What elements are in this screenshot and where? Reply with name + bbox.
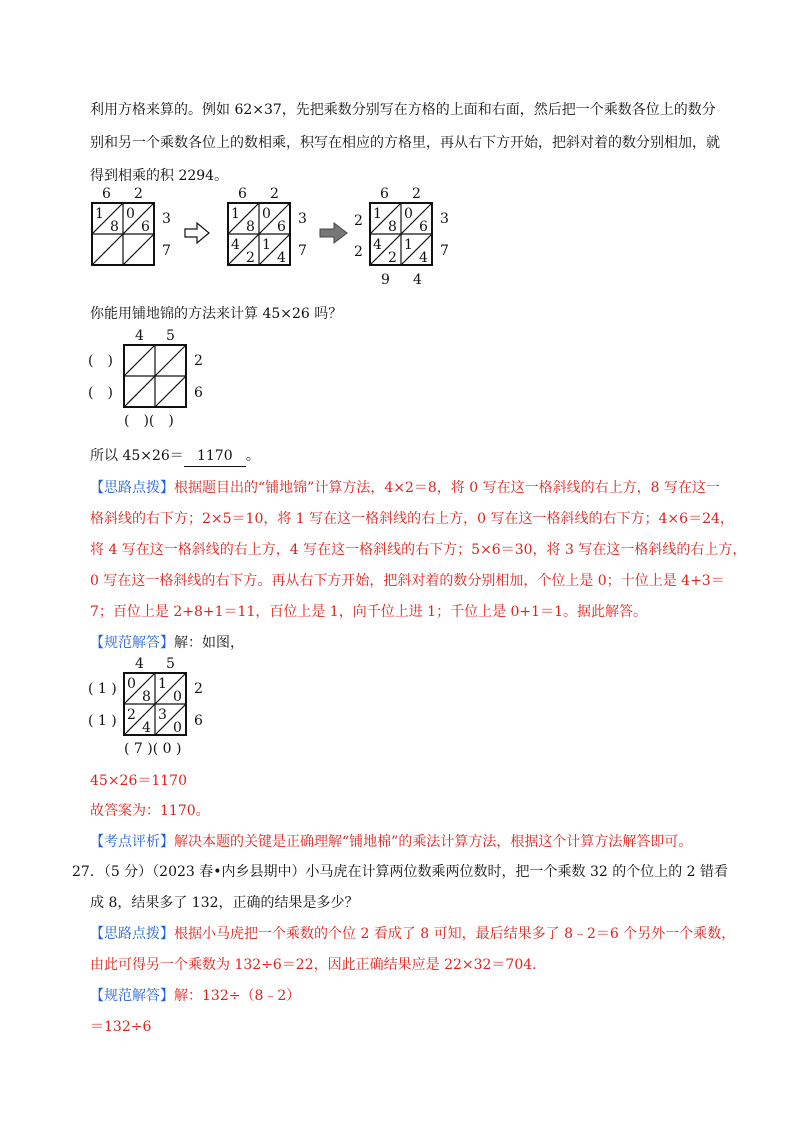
solution-line	[90, 633, 740, 653]
g3-cell-12b: 6	[419, 219, 428, 235]
g2-cell-21b: 2	[246, 250, 255, 266]
s-right-2: 6	[194, 713, 203, 729]
solution27-line-2: ＝132÷6	[90, 1019, 152, 1035]
s-cell-12a: 1	[158, 676, 167, 692]
review-text: 解决本题的关键是正确理解“铺地棉”的乘法计算方法，根据这个计算方法解答即可。	[174, 834, 693, 850]
intro-line-3: 得到相乘的积 2294。	[90, 168, 229, 184]
g1-cell-12b: 6	[141, 219, 150, 235]
g2-cell-11a: 1	[231, 206, 240, 222]
g1-right-1: 3	[162, 211, 171, 227]
problem27-line-2: 成 8，结果多了 132，正确的结果是多少？	[90, 895, 359, 911]
analysis-line-2: 格斜线的右下方；2×5＝10，将 1 写在这一格斜线的右上方，0 写在这一格斜线的右下方；4×6＝24，	[90, 511, 734, 527]
solution27-tag: 【规范解答】	[90, 988, 174, 1004]
g1-top-2: 2	[134, 186, 143, 202]
s-top-1: 4	[135, 656, 144, 672]
g3-right-2: 7	[440, 243, 449, 259]
g2-cell-11b: 8	[246, 219, 255, 235]
answer-value: 1170	[184, 446, 246, 467]
filled-arrow-icon	[320, 223, 347, 243]
g2-right-2: 7	[298, 243, 307, 259]
g2-top-1: 6	[238, 186, 247, 202]
answer-line	[90, 446, 740, 467]
s-cell-12b: 0	[173, 689, 182, 705]
hollow-arrow-icon	[185, 223, 209, 243]
analysis-line-4: 0 写在这一格斜线的右下方。再从右下方开始，把斜对着的数分别相加，个位上是 0；十位上是 4+3＝	[90, 573, 725, 589]
g3-top-1: 6	[380, 186, 389, 202]
g3-cell-11b: 8	[388, 219, 397, 235]
intro-line-1: 利用方格来算的。例如 62×37，先把乘数分别写在方格的上面和右面，然后把一个乘数各位上的数分	[90, 102, 716, 118]
analysis27-tag: 【思路点拨】	[90, 926, 174, 942]
g2-top-2: 2	[270, 186, 279, 202]
q-top-1: 4	[135, 328, 144, 344]
q-top-2: 5	[166, 328, 175, 344]
s-cell-22a: 3	[158, 707, 167, 723]
q-right-2: 6	[194, 385, 203, 401]
answer-prefix: 所以 45×26＝	[90, 448, 184, 464]
g3-left-1: 2	[354, 213, 363, 229]
g1-top-1: 6	[102, 186, 111, 202]
analysis-line-5: 7；百位上是 2+8+1＝11，百位上是 1，向千位上进 1；千位上是 0+1＝1。据此解答。	[90, 604, 647, 620]
s-left-2: ( 1 )	[88, 713, 117, 729]
question-text: 你能用铺地锦的方法来计算 45×26 吗？	[90, 306, 343, 322]
s-left-1: ( 1 )	[88, 681, 117, 697]
g3-cell-22a: 1	[404, 237, 413, 253]
analysis27-line-2: 由此可得另一个乘数为 132÷6＝22，因此正确结果应是 22×32＝704.	[90, 957, 537, 973]
g2-cell-12b: 6	[277, 219, 286, 235]
review-line	[90, 832, 740, 852]
s-cell-22b: 0	[173, 720, 182, 736]
question-lattice-figure	[88, 327, 228, 432]
g1-cell-11b: 8	[110, 219, 119, 235]
result-final: 故答案为：1170。	[90, 803, 210, 819]
result-equation: 45×26＝1170	[90, 773, 187, 789]
s-cell-11b: 8	[142, 689, 151, 705]
g2-cell-22a: 1	[262, 237, 271, 253]
s-cell-11a: 0	[127, 676, 136, 692]
g3-cell-12a: 0	[404, 206, 413, 222]
analysis-text-1: 根据题目出的“铺地锦”计算方法，4×2＝8，将 0 写在这一格斜线的右上方，8 写在这一	[174, 480, 720, 496]
q-left-blank-1: ( )	[88, 353, 113, 369]
s-cell-21a: 2	[127, 707, 136, 723]
g2-cell-12a: 0	[262, 206, 271, 222]
analysis27-line-1	[90, 924, 740, 944]
g1-cell-11a: 1	[95, 206, 104, 222]
g1-right-2: 7	[162, 243, 171, 259]
g1-cell-12a: 0	[126, 206, 135, 222]
s-top-2: 5	[166, 656, 175, 672]
g3-top-2: 2	[412, 186, 421, 202]
q-bottom-blanks: ( )( )	[124, 413, 174, 429]
analysis-line-3: 将 4 写在这一格斜线的右上方，4 写在这一格斜线的右下方；5×6＝30，将 3 写在这一格斜线的右上方，	[90, 542, 747, 558]
s-cell-21b: 4	[142, 720, 151, 736]
s-right-1: 2	[194, 681, 203, 697]
g3-cell-21a: 4	[373, 237, 382, 253]
s-bottom-results: ( 7 )( 0 )	[124, 741, 182, 757]
solution-tag: 【规范解答】	[90, 635, 174, 651]
solution27-text: 解：132÷（8﹣2）	[174, 988, 301, 1004]
solution-text: 解：如图，	[174, 635, 244, 651]
analysis-line-1	[90, 478, 740, 498]
g3-bottom-1: 9	[381, 272, 390, 288]
q-right-1: 2	[194, 353, 203, 369]
g2-cell-22b: 4	[277, 250, 286, 266]
g3-left-2: 2	[354, 244, 363, 260]
analysis27-text-1: 根据小马虎把一个乘数的个位 2 看成了 8 可知，最后结果多了 8﹣2＝6 个另外一个乘数，	[174, 926, 736, 942]
intro-line-2: 别和另一个乘数各位上的数相乘，积写在相应的方格里，再从右下方开始，把斜对着的数分别相加，就	[90, 135, 720, 151]
g3-cell-21b: 2	[388, 250, 397, 266]
g2-cell-21a: 4	[231, 237, 240, 253]
example-lattice-figure	[80, 185, 460, 290]
analysis-tag: 【思路点拨】	[90, 480, 174, 496]
solution-lattice-figure	[88, 655, 228, 760]
g2-right-1: 3	[298, 211, 307, 227]
review-tag: 【考点评析】	[90, 834, 174, 850]
solution27-line	[90, 986, 740, 1006]
q-left-blank-2: ( )	[88, 385, 113, 401]
g3-cell-22b: 4	[419, 250, 428, 266]
answer-suffix: 。	[245, 448, 260, 464]
g3-cell-11a: 1	[373, 206, 382, 222]
problem27-line-1: 27．（5 分）（2023 春•内乡县期中）小马虎在计算两位数乘两位数时，把一个乘数 32 的个位上的 2 错看	[72, 864, 729, 880]
g3-right-1: 3	[440, 211, 449, 227]
g3-bottom-2: 4	[413, 272, 422, 288]
